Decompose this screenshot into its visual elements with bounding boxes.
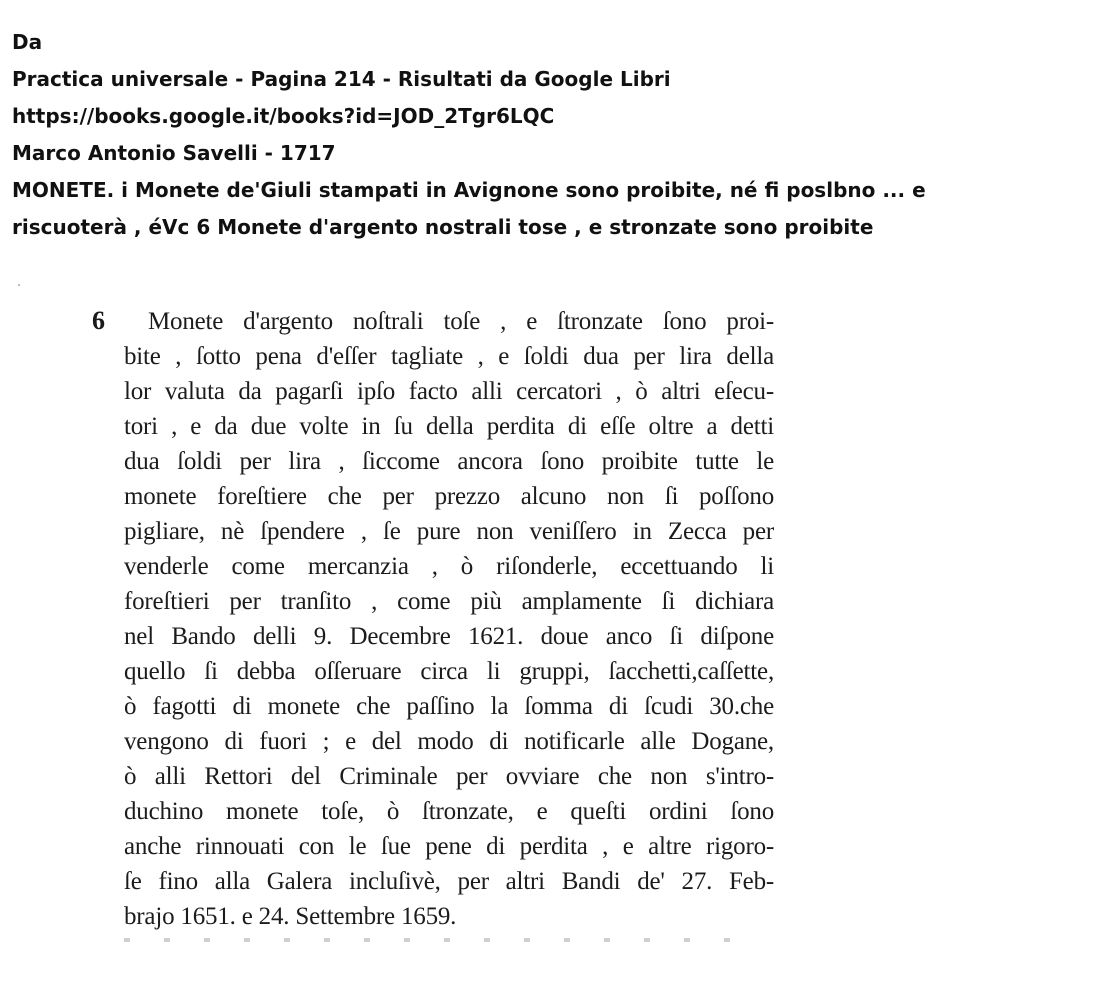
scan-line: venderle come mercanzia , ò riſonderle, eccettuando li xyxy=(124,553,774,580)
scan-line: brajo 1651. e 24. Settembre 1659. xyxy=(124,903,457,930)
scan-line: nel Bando delli 9. Decembre 1621. doue anco ſi diſpone xyxy=(124,623,774,650)
scan-line: quello ſi debba oſſeruare circa li gruppi, ſacchetti,caſſette, xyxy=(124,658,774,685)
scanned-paragraph xyxy=(124,304,774,934)
scan-line: tori , e da due volte in ſu della perdita di eſſe oltre a detti xyxy=(124,413,774,440)
citation-title: Practica universale - Pagina 214 - Risultati da Google Libri xyxy=(12,67,671,91)
citation-author-year: Marco Antonio Savelli - 1717 xyxy=(12,141,336,165)
scan-line: ò fagotti di monete che paſſino la ſomma di ſcudi 30.che xyxy=(124,693,774,720)
scan-line: ò alli Rettori del Criminale per ovviare che non s'intro- xyxy=(124,763,774,790)
scan-line: vengono di fuori ; e del modo di notificarle alle Dogane, xyxy=(124,728,774,755)
paragraph-number: 6 xyxy=(92,306,105,335)
scan-line: monete foreſtiere che per prezzo alcuno non ſi poſſono xyxy=(124,483,774,510)
scan-line: pigliare, nè ſpendere , ſe pure non veniſſero in Zecca per xyxy=(124,518,774,545)
scan-line: duchino monete toſe, ò ſtronzate, e queſti ordini ſono xyxy=(124,798,774,825)
citation-source-label: Da xyxy=(12,30,43,54)
scanned-page-excerpt xyxy=(88,280,788,952)
citation-snippet-line: MONETE. i Monete de'Giuli stampati in Avignone sono proibite, né fi poslbno ... e xyxy=(12,178,926,202)
cropped-next-line xyxy=(124,938,764,942)
scan-line: bite , ſotto pena d'eſſer tagliate , e ſoldi dua per lira della xyxy=(124,343,774,370)
scan-line: Monete d'argento noſtrali toſe , e ſtronzate ſono proi- xyxy=(148,308,774,335)
citation-block xyxy=(12,24,1102,246)
scan-speck xyxy=(18,284,20,286)
scan-line: dua ſoldi per lira , ſiccome ancora ſono proibite tutte le xyxy=(124,448,774,475)
citation-snippet-line: riscuoterà , éVc 6 Monete d'argento nostrali tose , e stronzate sono proibite xyxy=(12,215,874,239)
scan-line: anche rinnouati con le ſue pene di perdita , e altre rigoro- xyxy=(124,833,774,860)
scan-line: ſe fino alla Galera incluſivè, per altri Bandi de' 27. Feb- xyxy=(124,868,774,895)
scan-line: lor valuta da pagarſi ipſo facto alli cercatori , ò altri eſecu- xyxy=(124,378,774,405)
scan-line: foreſtieri per tranſito , come più amplamente ſi dichiara xyxy=(124,588,774,615)
citation-url: https://books.google.it/books?id=JOD_2Tgr6LQC xyxy=(12,104,555,128)
